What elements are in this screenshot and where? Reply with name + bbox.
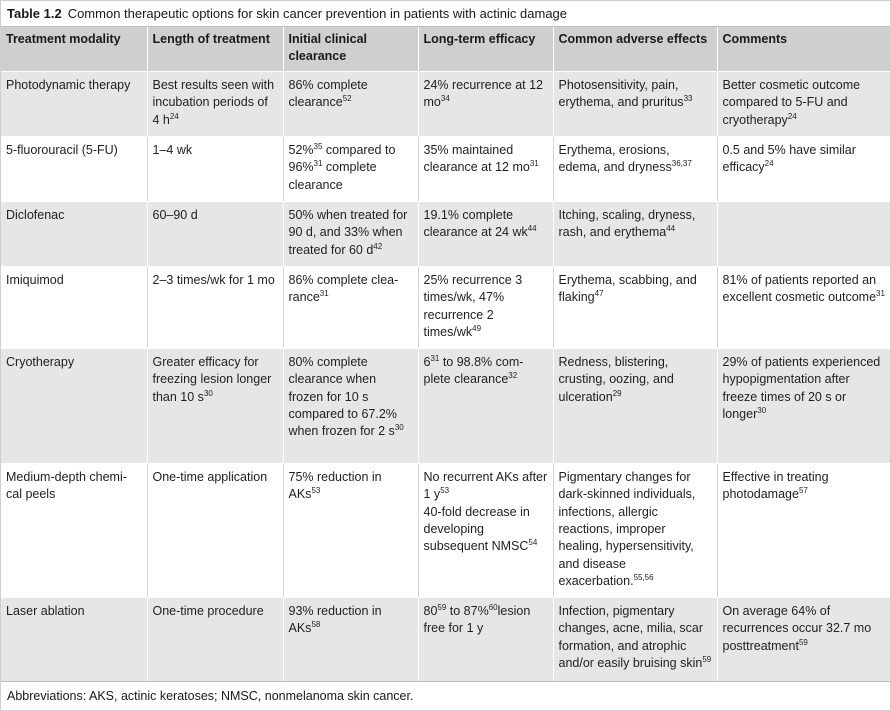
cell-text: 25% recurrence 3 times/wk, 47% recurrence 2 times/wk — [423, 272, 523, 340]
cell-adverse-effects — [553, 136, 717, 201]
cell-treatment-modality — [1, 136, 147, 201]
cell-adverse-effects — [553, 71, 717, 136]
reference-number: 30 — [394, 423, 404, 433]
reference-number: 34 — [440, 94, 450, 104]
cell-text: Cryotherapy — [6, 354, 75, 369]
cell-length-of-treatment — [147, 71, 283, 136]
table-body — [1, 71, 890, 697]
cell-text: Laser ablation — [6, 603, 85, 618]
cell-text: 6 — [423, 354, 431, 369]
cell-text: No recurrent AKs after 1 y — [423, 469, 548, 502]
table-caption — [1, 1, 890, 27]
cell-text: Itching, scaling, dryness, rash, and erythema — [558, 207, 696, 240]
cell-text: lesion free for 1 y — [423, 603, 531, 636]
header-length-of-treatment: Length of treatment — [147, 27, 283, 71]
cell-text: Better cosmetic outcome compared to 5-FU and cryotherapy — [722, 77, 861, 127]
cell-text: to 87% — [446, 603, 489, 618]
cell-text: 86% complete clea-rance — [288, 272, 399, 305]
cell-comments — [717, 201, 890, 266]
table-row — [1, 463, 890, 597]
cell-length-of-treatment — [147, 201, 283, 266]
header-treatment-modality: Treatment modality — [1, 27, 147, 71]
reference-number: 24 — [787, 111, 797, 121]
cell-treatment-modality — [1, 201, 147, 266]
cell-initial-clearance — [283, 348, 418, 463]
reference-number: 59 — [798, 637, 808, 647]
cell-text: One-time procedure — [152, 603, 264, 618]
table-caption-label: Table 1.2 — [7, 6, 62, 21]
cell-text: 86% complete clearance — [288, 77, 368, 110]
cell-text: 93% reduction in AKs — [288, 603, 382, 636]
cell-text: 2–3 times/wk for 1 mo — [152, 272, 275, 287]
reference-number: 58 — [311, 620, 321, 630]
reference-number: 24 — [764, 159, 774, 169]
reference-number: 31 — [319, 289, 329, 299]
cell-long-term-efficacy — [418, 201, 553, 266]
cell-long-term-efficacy — [418, 266, 553, 348]
cell-text: 1–4 wk — [152, 142, 193, 157]
reference-number: 24 — [169, 111, 179, 121]
cell-long-term-efficacy — [418, 71, 553, 136]
reference-number: 59 — [702, 654, 712, 664]
cell-text: 5-fluorouracil (5-FU) — [6, 142, 118, 157]
reference-number: 44 — [527, 224, 537, 234]
cell-long-term-efficacy — [418, 136, 553, 201]
table-caption-text: Common therapeutic options for skin cancer prevention in patients with actinic damage — [67, 6, 568, 21]
cell-text: Pigmentary changes for dark-skinned individuals, infections, allergic reactions, improper healing, hypersensitivity, and disease exacerbation. — [558, 469, 696, 589]
cell-text: 35% maintained clearance at 12 mo — [423, 142, 530, 175]
cell-text: to 98.8% com-plete clearance — [423, 354, 524, 387]
reference-number: 42 — [373, 241, 383, 251]
cell-text: compared to 96% — [288, 142, 396, 175]
cell-text: 80% complete clearance when frozen for 10 s compared to 67.2% when frozen for 2 s — [288, 354, 397, 439]
reference-number: 30 — [757, 405, 767, 415]
header-comments: Comments — [717, 27, 890, 71]
cell-text: 81% of patients reported an excellent cosmetic outcome — [722, 272, 877, 305]
cell-long-term-efficacy — [418, 348, 553, 463]
reference-number: 57 — [798, 486, 808, 496]
cell-text: Infection, pigmentary changes, acne, milia, scar formation, and atrophic and/or easily bruising skin — [558, 603, 704, 671]
cell-text: 19.1% complete clearance at 24 wk — [423, 207, 528, 240]
cell-text: Photodynamic therapy — [6, 77, 131, 92]
cell-comments — [717, 266, 890, 348]
cell-length-of-treatment — [147, 136, 283, 201]
reference-number: 59 — [437, 602, 447, 612]
cell-text: Imiquimod — [6, 272, 64, 287]
cell-text: One-time application — [152, 469, 268, 484]
reference-number: 33 — [683, 94, 693, 104]
reference-number: 31 — [876, 289, 885, 299]
cell-text: 40-fold decrease in developing subsequent NMSC — [423, 504, 530, 554]
cell-adverse-effects — [553, 463, 717, 597]
cell-text: Best results seen with incubation periods of 4 h — [152, 77, 275, 127]
cell-text: Effective in treating photodamage — [722, 469, 829, 502]
cell-initial-clearance — [283, 71, 418, 136]
cell-comments — [717, 348, 890, 463]
cell-initial-clearance — [283, 266, 418, 348]
cell-comments — [717, 136, 890, 201]
cell-treatment-modality — [1, 463, 147, 597]
reference-number: 31 — [430, 353, 440, 363]
cell-text: 75% reduction in AKs — [288, 469, 382, 502]
reference-number: 44 — [666, 224, 676, 234]
table-row — [1, 348, 890, 463]
cell-text: 50% when treated for 90 d, and 33% when treated for 60 d — [288, 207, 408, 257]
table-row — [1, 136, 890, 201]
cell-adverse-effects — [553, 348, 717, 463]
cell-text: Medium-depth chemi-cal peels — [6, 469, 127, 502]
reference-number: 31 — [529, 159, 539, 169]
header-common-adverse-effects: Common adverse effects — [553, 27, 717, 71]
cell-text: Diclofenac — [6, 207, 65, 222]
therapy-table — [1, 27, 890, 698]
reference-number: 36,37 — [671, 159, 692, 169]
reference-number: 54 — [528, 538, 538, 548]
reference-number: 53 — [311, 486, 321, 496]
reference-number: 31 — [313, 159, 323, 169]
cell-adverse-effects — [553, 266, 717, 348]
table-footnote: Abbreviations: AKS, actinic keratoses; NMSC, nonmelanoma skin cancer. — [1, 681, 890, 710]
reference-number: 53 — [440, 486, 450, 496]
cell-length-of-treatment — [147, 266, 283, 348]
cell-initial-clearance — [283, 201, 418, 266]
reference-number: 60 — [488, 602, 498, 612]
table-row — [1, 201, 890, 266]
cell-long-term-efficacy — [418, 463, 553, 597]
cell-text: Redness, blistering, crusting, oozing, and ulceration — [558, 354, 674, 404]
table-row — [1, 266, 890, 348]
cell-length-of-treatment — [147, 348, 283, 463]
cell-text: 24% recurrence at 12 mo — [423, 77, 544, 110]
reference-number: 49 — [472, 323, 482, 333]
reference-number: 35 — [313, 141, 323, 151]
cell-text: Erythema, scabbing, and flaking — [558, 272, 697, 305]
table-header-row — [1, 27, 890, 71]
reference-number: 32 — [508, 371, 518, 381]
cell-text: 60–90 d — [152, 207, 198, 222]
reference-number: 47 — [594, 289, 604, 299]
header-initial-clinical-clearance: Initial clinical clearance — [283, 27, 418, 71]
cell-text: Greater efficacy for freezing lesion longer than 10 s — [152, 354, 272, 404]
cell-treatment-modality — [1, 266, 147, 348]
cell-comments — [717, 71, 890, 136]
cell-treatment-modality — [1, 71, 147, 136]
cell-text: 0.5 and 5% have similar efficacy — [722, 142, 856, 175]
cell-initial-clearance — [283, 463, 418, 597]
cell-text: Erythema, erosions, edema, and dryness — [558, 142, 672, 175]
cell-text: 80 — [423, 603, 438, 618]
reference-number: 55,56 — [633, 573, 654, 583]
cell-text: On average 64% of recurrences occur 32.7 mo posttreatment — [722, 603, 872, 653]
cell-length-of-treatment — [147, 463, 283, 597]
cell-text: 29% of patients experienced hypopigmentation after freeze times of 20 s or longer — [722, 354, 881, 422]
cell-text: Photosensitivity, pain, erythema, and pruritus — [558, 77, 684, 110]
cell-adverse-effects — [553, 201, 717, 266]
cell-treatment-modality — [1, 348, 147, 463]
cell-text: complete clearance — [288, 160, 377, 192]
cell-text: 52% — [288, 142, 314, 157]
header-long-term-efficacy: Long-term efficacy — [418, 27, 553, 71]
reference-number: 30 — [203, 388, 213, 398]
table-row — [1, 71, 890, 136]
cell-initial-clearance — [283, 136, 418, 201]
reference-number: 52 — [342, 94, 352, 104]
cell-comments — [717, 463, 890, 597]
reference-number: 29 — [612, 388, 622, 398]
